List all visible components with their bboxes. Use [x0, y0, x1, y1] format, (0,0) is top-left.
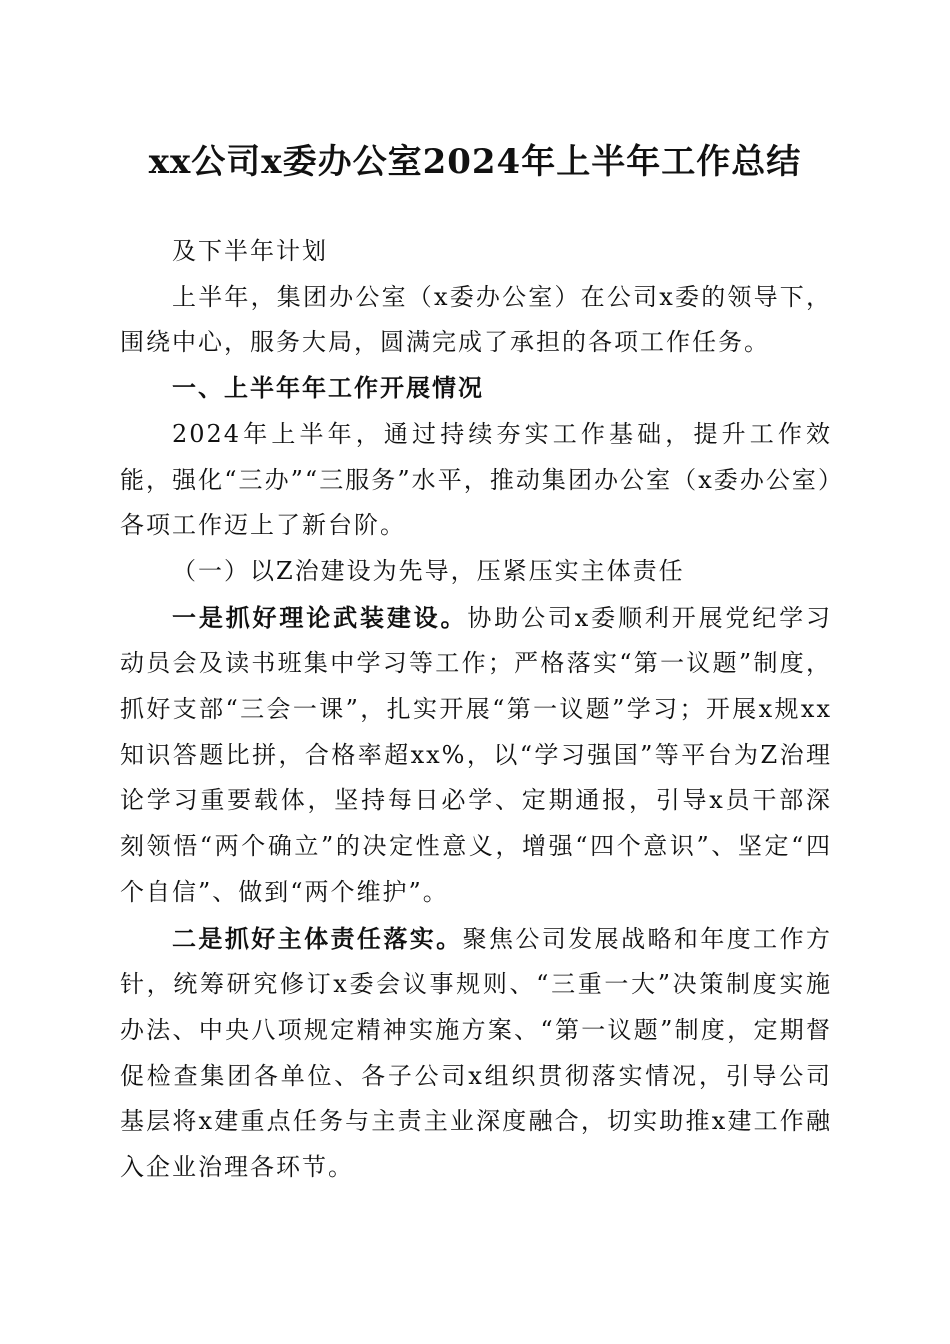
item-text-2: 聚焦公司发展战略和年度工作方针，统筹研究修订x委会议事规则、“三重一大”决策制度实施办法、中央八项规定精神实施方案、“第一议题”制度，定期督促检查集团各单位、各子公司x组织贯彻落实情况，引导公司基层将x建重点任务与主责主业深度融合，切实助推x建工作融入企业治理各环节。: [120, 924, 833, 1182]
item-lead-2: 二是抓好主体责任落实。: [172, 923, 463, 953]
item-text-1: 协助公司x委顺利开展党纪学习动员会及读书班集中学习等工作；严格落实“第一议题”制度，抓好支部“三会一课”，扎实开展“第一议题”学习；开展x规xx知识答题比拼，合格率超xx%，以“学习强国”等平台为Z治理论学习重要载体，坚持每日必学、定期通报，引导x员干部深刻领悟“两个确立”的决定性意义，增强“四个意识”、坚定“四个自信”、做到“两个维护”。: [120, 603, 832, 906]
item-lead-1: 一是抓好理论武装建设。: [172, 602, 468, 632]
document-body: [120, 229, 832, 1191]
section-summary-paragraph: 2024年上半年，通过持续夯实工作基础，提升工作效能，强化“三办”“三服务”水平，推动集团办公室（x委办公室）各项工作迈上了新台阶。: [120, 419, 832, 540]
intro-paragraph: 上半年，集团办公室（x委办公室）在公司x委的领导下，围绕中心，服务大局，圆满完成了承担的各项工作任务。: [120, 282, 832, 357]
document-title: xx公司x委办公室2024年上半年工作总结: [148, 142, 802, 182]
subsection-heading: （一）以Z治建设为先导，压紧压实主体责任: [172, 556, 685, 585]
item-paragraph-1: [120, 595, 832, 916]
item-paragraph-2: [120, 916, 832, 1191]
section-heading: 一、上半年年工作开展情况: [172, 374, 484, 403]
subtitle-line: 及下半年计划: [172, 237, 328, 265]
